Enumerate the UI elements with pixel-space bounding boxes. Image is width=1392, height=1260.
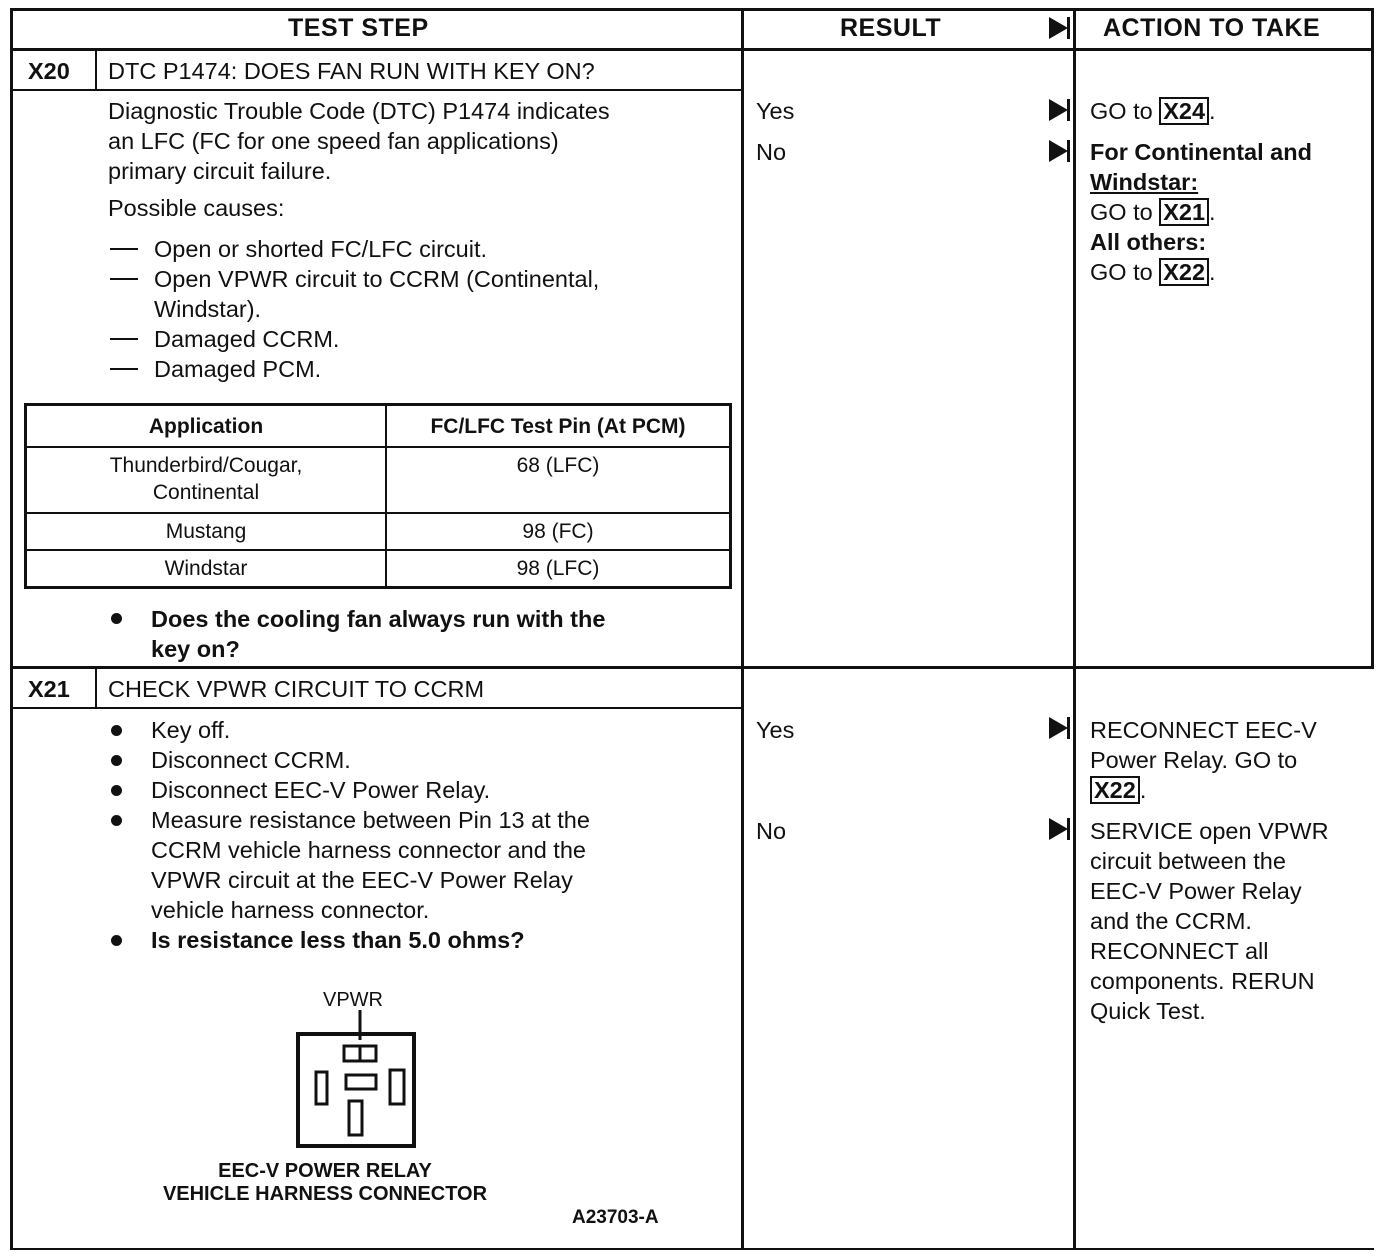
x20-result-no: No [756, 139, 787, 165]
x21-bullet-text: Measure resistance between Pin 13 at the [151, 807, 590, 833]
x21-bullet-text: Disconnect EEC-V Power Relay. [151, 777, 491, 803]
pin-right [390, 1070, 404, 1104]
x20-desc-line: Diagnostic Trouble Code (DTC) P1474 indicates [108, 98, 610, 124]
x20-id-divider [95, 50, 97, 90]
frame-right [1371, 8, 1374, 668]
table-cell-pin: 68 (LFC) [386, 447, 731, 513]
arrow-icon [1049, 717, 1068, 739]
x20-title-underline [10, 89, 743, 91]
x21-bullet-text: Key off. [151, 717, 231, 743]
step-divider [10, 666, 1374, 669]
x21-result-no: No [756, 818, 787, 844]
col-divider-1 [741, 8, 744, 1250]
diagram-caption: EEC-V POWER RELAY VEHICLE HARNESS CONNECTOR [162, 1160, 488, 1205]
x21-result-yes: Yes [756, 717, 795, 743]
cause-item: Open or shorted FC/LFC circuit. [110, 234, 599, 264]
header-underline [10, 48, 1374, 51]
header-result: RESULT [840, 14, 942, 42]
x21-id-divider [95, 668, 97, 708]
bullet-icon [111, 755, 122, 766]
arrow-icon [1049, 818, 1068, 840]
table-cell-application: Windstar [26, 550, 387, 588]
pin-bottom [349, 1101, 362, 1135]
cause-item: Damaged PCM. [110, 354, 599, 384]
step-x21-title: CHECK VPWR CIRCUIT TO CCRM [108, 676, 485, 702]
bullet-icon [111, 725, 122, 736]
col-divider-2 [1073, 8, 1076, 1250]
x21-bullet-text: vehicle harness connector. [151, 897, 430, 923]
application-pin-table [24, 403, 732, 589]
table-row [26, 447, 731, 513]
x20-action-no: For Continental and Windstar: GO to X21 . All others: GO to X22 . [1090, 139, 1312, 285]
arrow-icon [1049, 99, 1068, 121]
step-x20-id: X20 [28, 58, 70, 84]
pin-left [316, 1072, 327, 1104]
step-ref-x24[interactable]: X24 [1159, 97, 1209, 125]
x20-desc-line: an LFC (FC for one speed fan applications) [108, 128, 559, 154]
step-ref-x22[interactable]: X22 [1159, 258, 1209, 286]
x21-action-no: SERVICE open VPWR circuit between the EEC-V Power Relay and the CCRM. RECONNECT all components. RERUN Quick Test. [1090, 818, 1329, 1024]
x21-title-underline [10, 707, 743, 709]
frame-top [10, 8, 1374, 11]
header-action: ACTION TO TAKE [1103, 14, 1321, 42]
vpwr-label: VPWR [323, 989, 383, 1011]
arrow-icon [1049, 140, 1068, 162]
relay-connector-diagram [290, 1010, 422, 1152]
x21-action-yes: RECONNECT EEC-V Power Relay. GO to X22 . [1090, 717, 1317, 803]
x20-result-yes: Yes [756, 98, 795, 124]
header-arrow-icon [1049, 17, 1068, 39]
x20-causes-title: Possible causes: [108, 195, 285, 221]
x21-bullet-text: CCRM vehicle harness connector and the [151, 837, 586, 863]
table-cell-application: Thunderbird/Cougar, Continental [26, 447, 387, 513]
x20-action-yes: GO to X24 . [1090, 98, 1216, 124]
bullet-icon [111, 815, 122, 826]
table-header-row [26, 405, 731, 448]
x21-instructions [151, 715, 590, 955]
x20-description [108, 96, 610, 186]
step-x21-id: X21 [28, 676, 70, 702]
step-x20-title: DTC P1474: DOES FAN RUN WITH KEY ON? [108, 58, 595, 84]
cause-item-cont: Windstar). [154, 296, 262, 322]
bullet-icon [111, 935, 122, 946]
step-ref-x22[interactable]: X22 [1090, 776, 1140, 804]
table-row [26, 513, 731, 550]
frame-left [10, 8, 13, 1250]
table-header-application: Application [26, 405, 387, 448]
bullet-icon [111, 613, 122, 624]
x20-causes-list [110, 234, 599, 384]
x21-bullet-text: Disconnect CCRM. [151, 747, 351, 773]
cause-item: Open VPWR circuit to CCRM (Continental, [110, 264, 599, 294]
frame-bottom [10, 1248, 1374, 1250]
x20-question: Does the cooling fan always run with the key on? [151, 606, 606, 662]
table-cell-pin: 98 (LFC) [386, 550, 731, 588]
table-cell-application: Mustang [26, 513, 387, 550]
bullet-icon [111, 785, 122, 796]
pin-center [346, 1075, 376, 1089]
x21-question: Is resistance less than 5.0 ohms? [151, 927, 525, 953]
table-row [26, 550, 731, 588]
table-cell-pin: 98 (FC) [386, 513, 731, 550]
figure-id: A23703-A [572, 1207, 659, 1228]
step-ref-x21[interactable]: X21 [1159, 198, 1209, 226]
table-header-pin: FC/LFC Test Pin (At PCM) [386, 405, 731, 448]
x21-bullet-text: VPWR circuit at the EEC-V Power Relay [151, 867, 573, 893]
cause-item: Damaged CCRM. [110, 324, 599, 354]
x20-desc-line: primary circuit failure. [108, 158, 332, 184]
header-test-step: TEST STEP [288, 14, 429, 42]
